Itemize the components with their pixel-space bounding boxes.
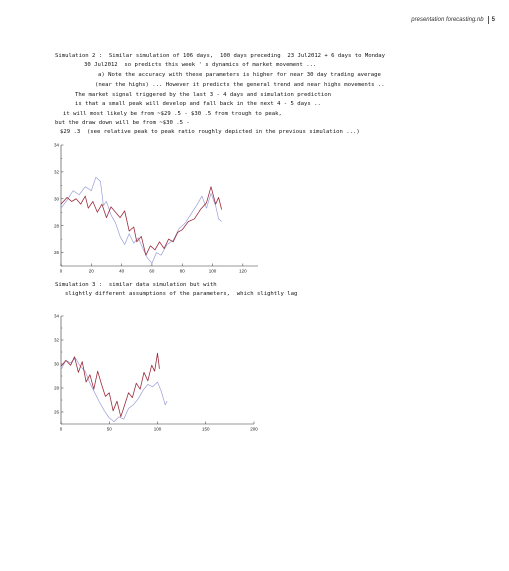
sim2-line-3: a) Note the accuracy with these parameters is higher for near 30 day trading average <box>98 72 381 78</box>
x-tick-label: 50 <box>106 426 112 432</box>
sim2-line-6: is that a small peak will develop and fall back in the next 4 - 5 days .. <box>75 101 321 107</box>
y-tick-label: 26 <box>53 250 59 256</box>
y-tick-label: 30 <box>53 196 59 202</box>
sim2-line-5: The market signal triggered by the last 3 - 4 days and simulation prediction <box>75 92 331 98</box>
y-tick-label: 30 <box>53 361 59 367</box>
x-tick-label: 0 <box>59 268 63 274</box>
sim2-line-9: $29 .3 (see relative peak to peak ratio roughly depicted in the previous simulation ...) <box>60 129 360 135</box>
header-divider <box>488 16 489 24</box>
sim2-line-7: it will most likely be from ~$29 .5 - $30 .5 from trough to peak, <box>63 111 282 117</box>
sim3-line-2: slightly different assumptions of the parameters, which slightly lag <box>65 291 298 297</box>
y-tick-label: 26 <box>53 409 59 415</box>
sim2-line-2: 30 Jul2012 so predicts this week ' s dynamics of market movement ... <box>84 62 317 68</box>
y-tick-label: 32 <box>53 337 59 343</box>
sim3-line-1: Simulation 3 : similar data simulation but with <box>55 282 217 288</box>
sim2-line-1: Simulation 2 : Similar simulation of 106 days, 100 days preceding 23 Jul2012 + 6 days to Monday <box>55 53 386 59</box>
sim2-line-4: (near the highs) ... However it predicts the general trend and near highs movements .. <box>95 82 385 88</box>
x-tick-label: 40 <box>119 268 125 274</box>
simulated-series-line <box>61 177 222 263</box>
y-tick-label: 28 <box>53 385 59 391</box>
sim2-line-8: but the draw down will be from ~$30 .5 - <box>55 120 190 126</box>
x-tick-label: 200 <box>250 426 258 432</box>
x-tick-label: 0 <box>59 426 63 432</box>
y-tick-label: 32 <box>53 169 59 175</box>
actual-series-line <box>61 353 159 417</box>
x-tick-label: 20 <box>88 268 94 274</box>
notebook-name: presentation forecasting.nb <box>411 17 484 23</box>
y-tick-label: 34 <box>53 142 59 148</box>
x-tick-label: 120 <box>239 268 247 274</box>
x-tick-label: 60 <box>149 268 155 274</box>
y-tick-label: 28 <box>53 223 59 229</box>
x-tick-label: 100 <box>208 268 217 274</box>
x-tick-label: 150 <box>201 426 210 432</box>
x-tick-label: 100 <box>153 426 162 432</box>
page-header <box>411 16 495 24</box>
page-number: 5 <box>491 17 495 23</box>
simulation-3-chart <box>44 308 270 434</box>
x-tick-label: 80 <box>179 268 185 274</box>
y-tick-label: 34 <box>53 313 59 319</box>
simulation-2-chart <box>44 140 270 276</box>
